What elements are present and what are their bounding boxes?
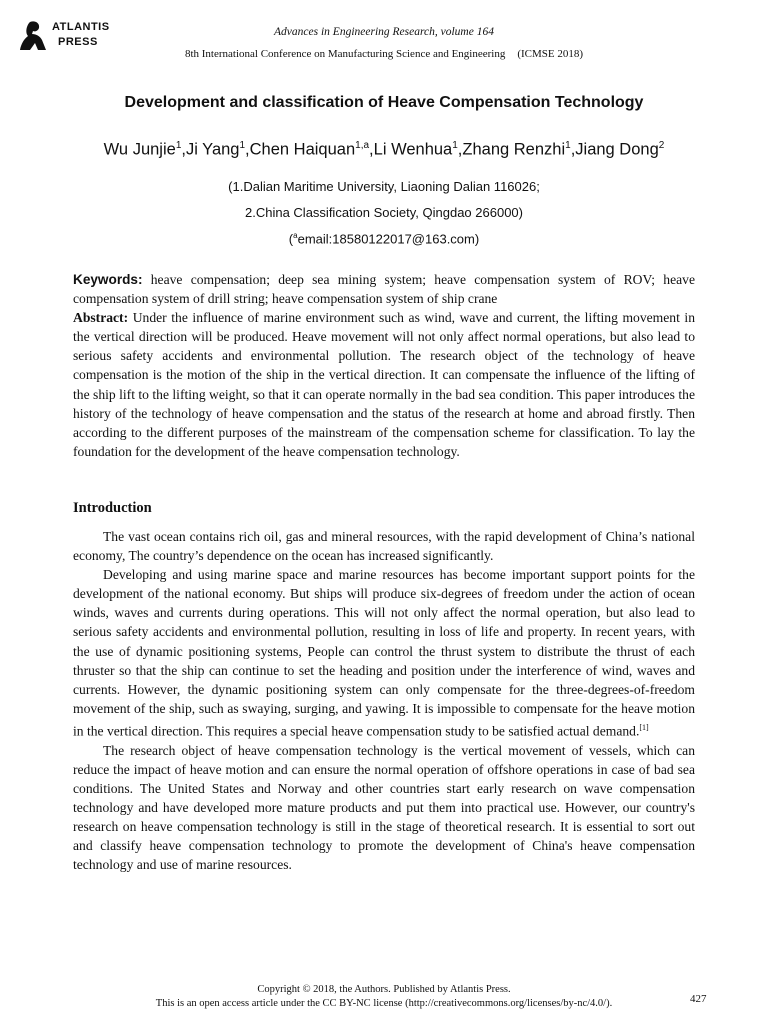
author-sup: 1	[239, 140, 246, 151]
paragraph-text: Developing and using marine space and marine resources has become important support points for the development of the national economy. But ships will produce six-degrees of freedom under the action of ocean winds, waves and currents during operations. This will not only affect the normal operation, but also lead to serious safety accidents and environmental pollution, resulting in loss of life and property. In recent years, with the use of dynamic positioning systems, People can control the thrust system to distribute the thrust of each thruster so that the ship can continue to set the heading and position under the interference of wind, waves and currents. However, the dynamic positioning system can only compensate for the three-degrees-of-freedom movement of the ship, such as swaying, surging, and yawing. It is impossible to compensate for the heave motion in the vertical direction. This requires a special heave compensation study to be satisfied actual demand.	[73, 567, 695, 739]
abstract-label: Abstract:	[73, 310, 129, 326]
author-sup: 2	[658, 140, 665, 151]
email-address: email:18580122017@163.com)	[297, 231, 480, 247]
keywords-abstract-block	[73, 270, 695, 461]
author-name: Chen Haiquan	[249, 140, 356, 159]
introduction-body	[73, 527, 695, 874]
keywords	[73, 270, 695, 308]
abstract-text: Under the influence of marine environment such as wind, wave and current, the lifting movement in the vertical direction will be produced. Heave movement will not only affect normal operations, but also lead to serious safety accidents and environmental pollution. The research object of the technology of heave compensation is the motion of the ship in the vertical direction. It can compensate the influence of the lifting of the ship lift to the lifting weight, so that it can operate normally in the bad sea condition. This paper introduces the history of the technology of heave compensation and the status of the research at home and abroad firstly. Then according to the different purposes of the mainstream of the compensation scheme for classification. To lay the foundation for the development of the heave compensation technology.	[73, 310, 695, 459]
series-title: Advances in Engineering Research, volume 164	[274, 26, 494, 38]
author-name: Jiang Dong	[575, 140, 659, 159]
email-sup: a	[293, 231, 298, 240]
paragraph	[73, 565, 695, 740]
conference-name: 8th International Conference on Manufacturing Science and Engineering	[184, 48, 506, 60]
author-name: Li Wenhua	[373, 140, 453, 159]
paragraph: The research object of heave compensation technology is the vertical movement of vessels, which can reduce the impact of heave motion and can ensure the normal operation of offshore operations in case of bad sea conditions. The United States and Norway and other countries start early research on wave compensation technology and have developed more mature products and put them into practical use. However, our country's research on heave compensation technology is still in the stage of theoretical research. It is essential to sort out and classify heave compensation technology to promote the development of China's heave compensation technology and use of marine resources.	[73, 742, 695, 873]
keywords-text: heave compensation; deep sea mining system; heave compensation system of ROV; heave compensation system of drill string; heave compensation system of ship crane	[73, 272, 695, 307]
copyright-footer	[0, 983, 768, 1011]
logo-text-press: PRESS	[58, 36, 98, 48]
author-list: Wu Junjie$^1$,Ji Yang$^1$,Chen Haiquan$^{1,a}$,Li Wenhua$^1$,Zhang Renzhi$^1$,Jiang Dong$^2$	[103, 140, 665, 159]
citation[interactable]: [1]	[639, 722, 649, 732]
page-number: 427	[690, 993, 707, 1005]
conference-line	[0, 48, 768, 60]
author-sup: 1,a	[355, 140, 370, 151]
author-sup: 1	[175, 140, 182, 151]
email-prefix: (	[288, 231, 294, 247]
affiliation-1: (1.Dalian Maritime University, Liaoning Dalian 116026;	[228, 179, 540, 194]
copyright-line: Copyright © 2018, the Authors. Published by Atlantis Press.	[257, 984, 511, 995]
affiliation-2: 2.China Classification Society, Qingdao 266000)	[245, 205, 523, 220]
logo-text-atlantis: ATLANTIS	[52, 21, 110, 33]
license-line: This is an open access article under the CC BY-NC license (http://creativecommons.org/licenses/by-nc/4.0/).	[155, 998, 613, 1009]
author-name: Ji Yang	[185, 140, 240, 159]
keywords-label: Keywords:	[73, 272, 143, 287]
paper-title: Development and classification of Heave Compensation Technology	[124, 94, 644, 111]
conference-abbr: (ICMSE 2018)	[517, 48, 584, 60]
author-name: Wu Junjie	[103, 140, 176, 159]
abstract	[73, 308, 695, 461]
author-sup: 1	[565, 140, 571, 151]
affiliation-email	[0, 231, 768, 246]
author-sup: 1	[452, 140, 458, 151]
section-heading: Introduction	[73, 500, 152, 516]
paragraph: The vast ocean contains rich oil, gas and mineral resources, with the rapid development of China’s national economy, The country’s dependence on the ocean has increased significantly.	[73, 529, 695, 564]
author-name: Zhang Renzhi	[462, 140, 566, 159]
